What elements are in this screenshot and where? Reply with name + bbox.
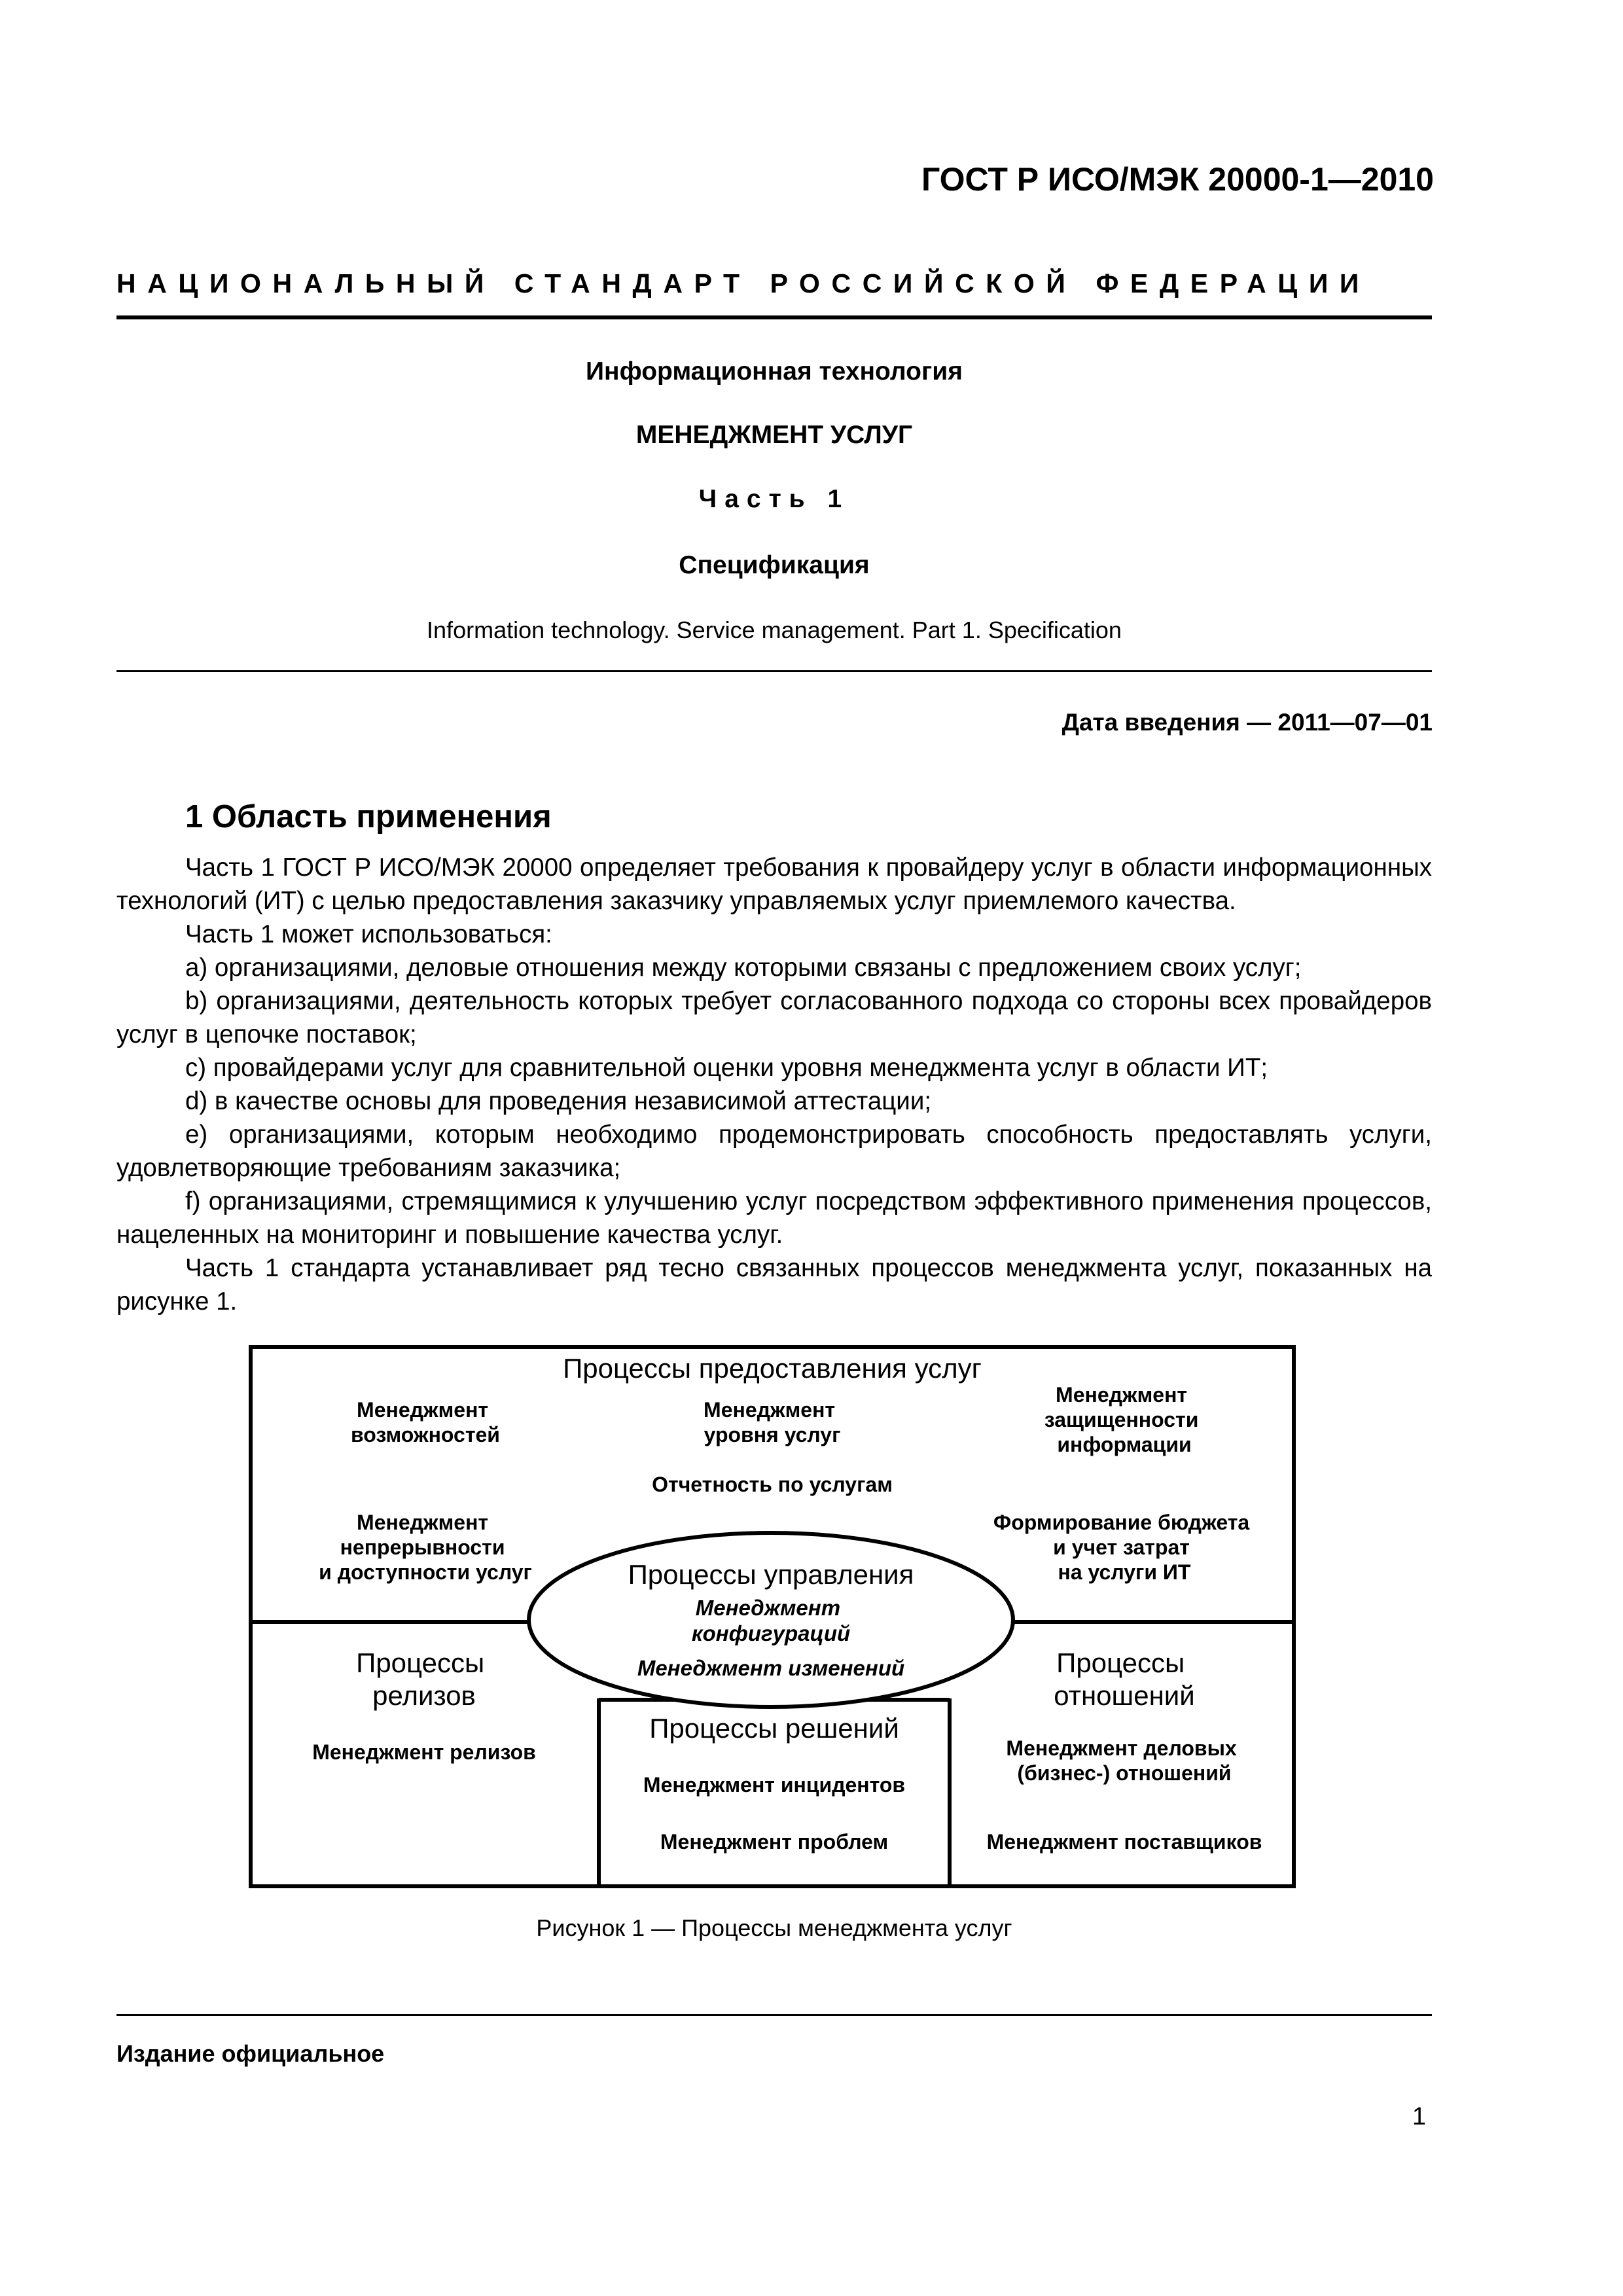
service-reporting: Отчетность по услугам	[652, 1473, 893, 1496]
paragraph: Часть 1 стандарта устанавливает ряд тесно связанных процессов менеджмента услуг, показанных на рисунке 1.	[116, 1254, 1432, 1316]
section-title: 1 Область применения	[185, 799, 552, 834]
budgeting-line-2: и учет затрат	[1053, 1535, 1190, 1559]
control-title: Процессы управления	[628, 1559, 914, 1590]
service-level-line-2: уровня услуг	[704, 1423, 841, 1446]
supplier-management: Менеджмент поставщиков	[986, 1830, 1262, 1854]
list-item: d) в качестве основы для проведения независимой аттестации;	[185, 1087, 932, 1115]
resolution-title: Процессы решений	[649, 1713, 899, 1744]
edition-label: Издание официальное	[116, 2040, 385, 2067]
incident-management: Менеджмент инцидентов	[643, 1773, 906, 1797]
svg-text:Менеджмент защищенности	[1044, 1383, 1205, 1456]
gost-number: ГОСТ Р ИСО/МЭК 20000-1—2010	[921, 161, 1434, 198]
release-title-line-1: Процессы	[356, 1647, 485, 1678]
title-line-3: Часть 1	[698, 485, 850, 513]
svg-text:Формирование бюджета и у	[993, 1511, 1255, 1584]
business-relationship-line-1: Менеджмент деловых	[1006, 1736, 1237, 1760]
paragraph: Часть 1 ГОСТ Р ИСО/МЭК 20000 определяет требования к провайдеру услуг в области информационных технологий (ИТ) с целью предоставления заказчику управляемых услуг приемлемого качества.	[116, 853, 1432, 915]
national-standard-heading: НАЦИОНАЛЬНЫЙ СТАНДАРТ РОССИЙСКОЙ ФЕДЕРАЦИИ	[116, 268, 1370, 298]
svg-text:Процессы отношений	[1054, 1647, 1194, 1711]
footer-rule	[116, 2014, 1432, 2016]
release-management: Менеджмент релизов	[312, 1740, 536, 1764]
page-number: 1	[1412, 2103, 1426, 2130]
introduction-date: Дата введения — 2011—07—01	[1061, 709, 1433, 736]
figure-caption: Рисунок 1 — Процессы менеджмента услуг	[536, 1914, 1012, 1941]
body-text	[116, 851, 1432, 1318]
paragraph: Часть 1 может использоваться:	[185, 920, 552, 948]
svg-text:Менеджмент непрерывности	[319, 1511, 532, 1584]
change-management: Менеджмент изменений	[637, 1656, 905, 1680]
budgeting-line-1: Формирование бюджета	[993, 1511, 1250, 1534]
relationship-title-line-2: отношений	[1054, 1680, 1195, 1711]
list-item: f) организациями, стремящимися к улучшению услуг посредством эффективного применения процессов, нацеленных на мониторинг и повышение качества услуг.	[116, 1187, 1432, 1249]
svg-text:Менеджмент уровня услуг	[704, 1398, 841, 1446]
list-item: c) провайдерами услуг для сравнительной оценки уровня менеджмента услуг в области ИТ;	[185, 1054, 1268, 1082]
figure-service-processes	[249, 1345, 1296, 1888]
continuity-line-1: Менеджмент	[357, 1511, 489, 1534]
service-level-line-1: Менеджмент	[704, 1398, 836, 1422]
business-relationship-line-2: (бизнес-) отношений	[1017, 1761, 1232, 1785]
relationship-title-line-1: Процессы	[1056, 1647, 1185, 1678]
capacity-line-2: возможностей	[351, 1423, 500, 1446]
title-rule	[116, 670, 1432, 672]
configuration-line-2: конфигураций	[691, 1621, 851, 1645]
delivery-title: Процессы предоставления услуг	[563, 1353, 982, 1384]
release-title-line-2: релизов	[372, 1680, 476, 1711]
continuity-line-3: и доступности услуг	[319, 1560, 532, 1584]
title-english: Information technology. Service management. Part 1. Specification	[427, 617, 1122, 643]
configuration-line-1: Менеджмент	[695, 1596, 841, 1620]
title-line-2: МЕНЕДЖМЕНТ УСЛУГ	[635, 421, 913, 449]
budgeting-line-3: на услуги ИТ	[1058, 1560, 1191, 1584]
problem-management: Менеджмент проблем	[660, 1830, 889, 1854]
list-item: b) организациями, деятельность которых требует согласованного подхода со стороны всех провайдеров услуг в цепочке поставок;	[116, 987, 1432, 1049]
list-item: a) организациями, деловые отношения между которыми связаны с предложением своих услуг;	[185, 954, 1302, 982]
svg-text:Процессы релизов	[356, 1647, 492, 1711]
svg-text:Менеджмент деловых (бизн	[1006, 1736, 1242, 1785]
security-line-1: Менеджмент	[1056, 1383, 1188, 1407]
continuity-line-2: непрерывности	[340, 1535, 505, 1559]
security-line-2: защищенности	[1044, 1408, 1199, 1431]
title-line-1: Информационная технология	[586, 357, 963, 386]
title-line-4: Спецификация	[679, 551, 870, 579]
security-line-3: информации	[1057, 1433, 1192, 1456]
svg-text:Менеджмент возможностей	[351, 1398, 500, 1446]
top-rule	[116, 315, 1432, 319]
list-item: e) организациями, которым необходимо продемонстрировать способность предоставлять услуги, удовлетворяющие требованиям заказчика;	[116, 1121, 1432, 1182]
capacity-line-1: Менеджмент	[357, 1398, 489, 1422]
